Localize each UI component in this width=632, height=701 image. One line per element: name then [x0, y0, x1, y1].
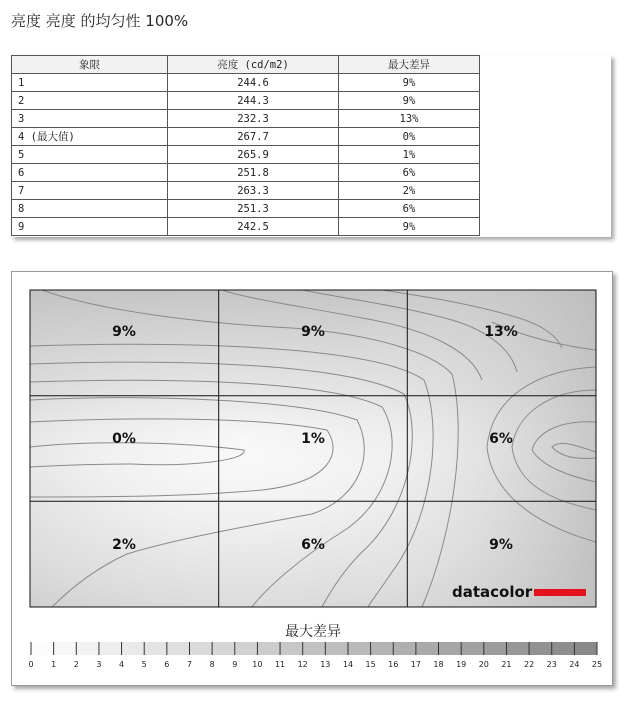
scale-swatch — [393, 642, 416, 655]
cell-label: 9% — [112, 324, 136, 340]
scale-tick-label: 13 — [320, 660, 331, 669]
cell-quadrant: 2 — [12, 92, 168, 110]
table-row — [12, 200, 480, 218]
uniformity-heatmap — [12, 272, 612, 685]
color-scale — [31, 642, 597, 655]
cell-quadrant: 1 — [12, 74, 168, 92]
table-row — [12, 74, 480, 92]
uniformity-table-panel — [11, 55, 611, 237]
cell-luminance: 232.3 — [168, 110, 339, 128]
cell-deviation: 9% — [339, 74, 480, 92]
cell-deviation: 6% — [339, 164, 480, 182]
table-header-row — [12, 56, 480, 74]
scale-swatch — [439, 642, 462, 655]
cell-deviation: 13% — [339, 110, 480, 128]
scale-tick-label: 19 — [456, 660, 467, 669]
scale-swatch — [76, 642, 99, 655]
scale-swatch — [280, 642, 303, 655]
cell-quadrant: 6 — [12, 164, 168, 182]
cell-deviation: 2% — [339, 182, 480, 200]
scale-swatch — [235, 642, 258, 655]
scale-tick-labels — [28, 660, 602, 669]
cell-label: 6% — [301, 537, 325, 553]
cell-quadrant: 3 — [12, 110, 168, 128]
cell-quadrant: 4 (最大值) — [12, 128, 168, 146]
table-row — [12, 182, 480, 200]
scale-swatch — [348, 642, 371, 655]
cell-quadrant: 7 — [12, 182, 168, 200]
scale-tick-label: 20 — [478, 660, 489, 669]
scale-tick-label: 18 — [433, 660, 444, 669]
column-header-max-deviation: 最大差异 — [339, 56, 480, 74]
cell-label: 2% — [112, 537, 136, 553]
cell-luminance: 265.9 — [168, 146, 339, 164]
scale-tick-label: 23 — [546, 660, 557, 669]
page-title: 亮度 亮度 的均匀性 100% — [11, 12, 189, 30]
scale-tick-label: 10 — [252, 660, 263, 669]
scale-tick-label: 14 — [342, 660, 354, 669]
table-row — [12, 164, 480, 182]
scale-swatch — [552, 642, 575, 655]
scale-swatch — [506, 642, 529, 655]
scale-tick-label: 6 — [164, 660, 170, 669]
table-row — [12, 146, 480, 164]
scale-tick-label: 8 — [209, 660, 215, 669]
cell-deviation: 9% — [339, 92, 480, 110]
cell-label: 1% — [301, 431, 325, 447]
cell-luminance: 251.8 — [168, 164, 339, 182]
cell-luminance: 242.5 — [168, 218, 339, 236]
cell-deviation: 9% — [339, 218, 480, 236]
logo-text: datacolor — [452, 583, 533, 601]
scale-swatch — [484, 642, 507, 655]
table-row — [12, 92, 480, 110]
cell-label: 0% — [112, 431, 136, 447]
cell-label: 13% — [484, 324, 518, 340]
cell-luminance: 244.6 — [168, 74, 339, 92]
scale-tick-label: 7 — [186, 660, 193, 669]
table-row — [12, 128, 480, 146]
cell-deviation: 1% — [339, 146, 480, 164]
scale-tick-label: 17 — [410, 660, 421, 669]
scale-tick-label: 12 — [297, 660, 308, 669]
cell-deviation: 6% — [339, 200, 480, 218]
scale-tick-label: 3 — [96, 660, 102, 669]
cell-luminance: 267.7 — [168, 128, 339, 146]
scale-tick-label: 4 — [119, 660, 125, 669]
scale-tick-label: 25 — [591, 660, 603, 669]
scale-tick-label: 2 — [73, 660, 79, 669]
cell-quadrant: 5 — [12, 146, 168, 164]
scale-swatch — [144, 642, 167, 655]
cell-label: 9% — [489, 537, 513, 553]
scale-tick-label: 9 — [232, 660, 238, 669]
cell-deviation: 0% — [339, 128, 480, 146]
scale-tick-label: 11 — [274, 660, 286, 669]
scale-swatch — [325, 642, 348, 655]
table-row — [12, 218, 480, 236]
uniformity-table — [11, 55, 480, 236]
scale-tick-label: 22 — [523, 660, 535, 669]
cell-quadrant: 8 — [12, 200, 168, 218]
uniformity-heatmap-panel — [11, 271, 613, 686]
scale-swatch — [303, 642, 326, 655]
scale-swatch — [54, 642, 77, 655]
logo-red-bar — [534, 589, 586, 596]
scale-tick-label: 0 — [28, 660, 34, 669]
scale-label: 最大差异 — [285, 624, 341, 640]
cell-quadrant: 9 — [12, 218, 168, 236]
scale-swatch — [461, 642, 484, 655]
cell-label: 6% — [489, 431, 513, 447]
scale-swatch — [416, 642, 439, 655]
scale-swatch — [189, 642, 212, 655]
scale-tick-label: 5 — [141, 660, 147, 669]
scale-tick-label: 16 — [388, 660, 399, 669]
scale-swatch — [529, 642, 552, 655]
column-header-quadrant: 象限 — [12, 56, 168, 74]
scale-swatch — [122, 642, 145, 655]
scale-swatch — [31, 642, 54, 655]
scale-tick-label: 1 — [51, 660, 57, 669]
cell-luminance: 244.3 — [168, 92, 339, 110]
scale-swatch — [167, 642, 190, 655]
cell-label: 9% — [301, 324, 325, 340]
scale-tick-label: 21 — [501, 660, 512, 669]
table-row — [12, 110, 480, 128]
scale-tick-label: 24 — [569, 660, 580, 669]
scale-swatch — [574, 642, 597, 655]
column-header-luminance: 亮度 (cd/m2) — [168, 56, 339, 74]
cell-luminance: 251.3 — [168, 200, 339, 218]
scale-swatch — [371, 642, 394, 655]
cell-luminance: 263.3 — [168, 182, 339, 200]
scale-swatch — [99, 642, 122, 655]
scale-tick-label: 15 — [365, 660, 376, 669]
scale-swatch — [212, 642, 235, 655]
scale-swatch — [257, 642, 280, 655]
